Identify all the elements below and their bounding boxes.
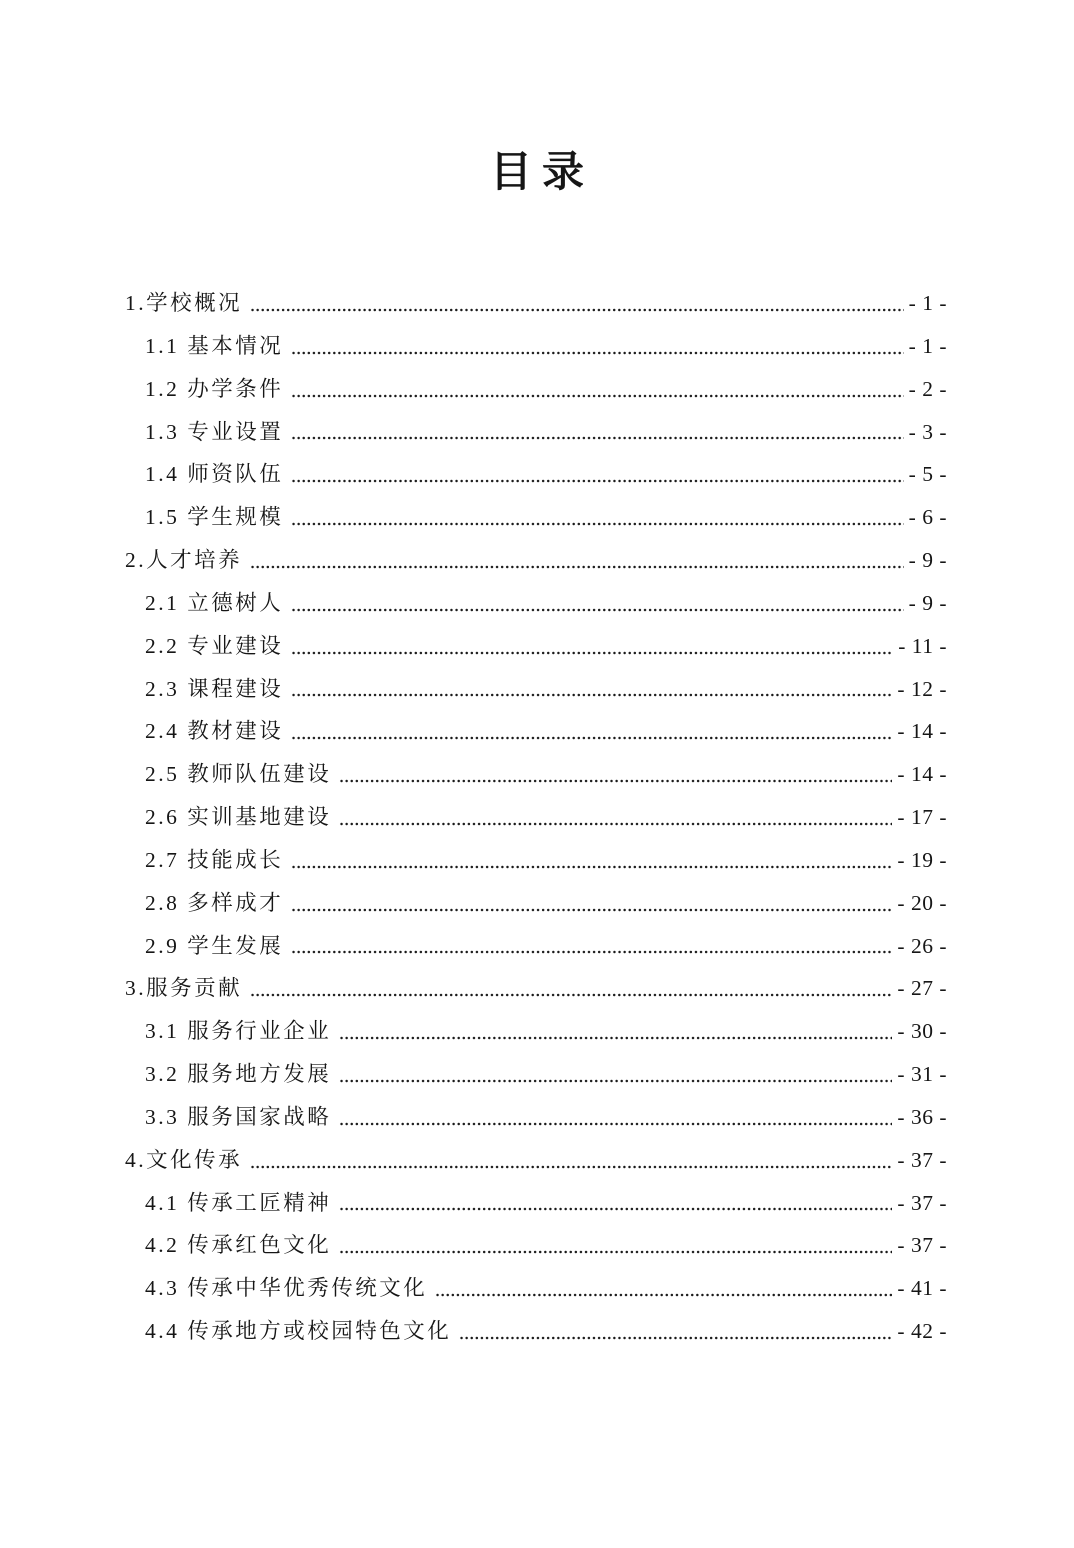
toc-entry-label: 1.2 办学条件 [145, 376, 284, 401]
dotted-leader [291, 394, 903, 398]
toc-entry-page-number: - 30 - [897, 1019, 947, 1044]
toc-entry[interactable] [125, 796, 947, 839]
dotted-leader [250, 1165, 892, 1169]
toc-entry-label: 1.学校概况 [125, 291, 243, 316]
toc-entry-page-number: - 3 - [908, 419, 947, 444]
toc-entry-page-number: - 41 - [897, 1276, 947, 1301]
toc-entry[interactable] [125, 753, 947, 796]
toc-entry-page-number: - 42 - [897, 1319, 947, 1343]
toc-entry[interactable] [125, 967, 947, 1010]
toc-entry-page-number: - 14 - [897, 719, 947, 744]
toc-entry-label: 2.3 课程建设 [145, 676, 284, 701]
dotted-leader [339, 1079, 892, 1083]
toc-entry-label: 2.1 立德树人 [145, 590, 284, 615]
toc-entry-page-number: - 37 - [897, 1147, 947, 1172]
toc-entry[interactable] [125, 1224, 947, 1267]
toc-entry-label: 1.4 师资队伍 [145, 462, 284, 487]
dotted-leader [339, 822, 892, 826]
toc-entry-page-number: - 1 - [908, 333, 947, 358]
dotted-leader [250, 993, 892, 997]
toc-entry-label: 3.1 服务行业企业 [145, 1019, 332, 1044]
dotted-leader [339, 1122, 892, 1126]
toc-entry-label: 2.7 技能成长 [145, 847, 284, 872]
dotted-leader [291, 479, 903, 483]
toc-entry-label: 1.1 基本情况 [145, 333, 284, 358]
dotted-leader [339, 1207, 892, 1211]
toc-entry-label: 4.文化传承 [125, 1147, 243, 1172]
toc-list [125, 282, 947, 1353]
toc-entry-label: 4.4 传承地方或校园特色文化 [145, 1319, 452, 1343]
toc-entry[interactable] [125, 1182, 947, 1225]
toc-entry-label: 2.人才培养 [125, 548, 243, 573]
document-page [0, 28, 1074, 1548]
dotted-leader [291, 693, 892, 697]
toc-entry-label: 2.5 教师队伍建设 [145, 762, 332, 787]
toc-entry[interactable] [125, 282, 947, 325]
toc-title: 目录 [489, 150, 594, 197]
toc-entry-label: 3.3 服务国家战略 [145, 1104, 332, 1129]
dotted-leader [459, 1336, 892, 1340]
dotted-leader [339, 1250, 892, 1254]
toc-entry-page-number: - 2 - [908, 376, 947, 401]
toc-entry-page-number: - 26 - [897, 933, 947, 958]
toc-entry-label: 2.8 多样成才 [145, 890, 284, 915]
dotted-leader [339, 779, 892, 783]
toc-entry-page-number: - 31 - [897, 1062, 947, 1087]
toc-entry-page-number: - 5 - [908, 462, 947, 487]
toc-entry[interactable] [125, 710, 947, 753]
toc-entry-page-number: - 9 - [908, 548, 947, 573]
toc-entry-page-number: - 1 - [908, 291, 947, 316]
toc-entry-page-number: - 36 - [897, 1104, 947, 1129]
toc-entry[interactable] [125, 453, 947, 496]
dotted-leader [291, 736, 892, 740]
toc-entry[interactable] [125, 411, 947, 454]
toc-entry[interactable] [125, 368, 947, 411]
dotted-leader [291, 865, 892, 869]
dotted-leader [291, 608, 903, 612]
toc-entry-page-number: - 20 - [897, 890, 947, 915]
toc-entry-label: 4.1 传承工匠精神 [145, 1190, 332, 1215]
toc-entry[interactable] [125, 882, 947, 925]
toc-entry[interactable] [125, 1010, 947, 1053]
toc-entry-page-number: - 37 - [897, 1190, 947, 1215]
toc-entry-label: 1.5 学生规模 [145, 505, 284, 530]
toc-entry[interactable] [125, 1310, 947, 1353]
toc-entry[interactable] [125, 839, 947, 882]
toc-entry-label: 3.2 服务地方发展 [145, 1062, 332, 1087]
toc-entry[interactable] [125, 1139, 947, 1182]
dotted-leader [291, 908, 892, 912]
toc-entry-label: 2.6 实训基地建设 [145, 805, 332, 830]
dotted-leader [291, 436, 903, 440]
toc-entry-label: 4.2 传承红色文化 [145, 1233, 332, 1258]
dotted-leader [339, 1036, 892, 1040]
toc-entry[interactable] [125, 1267, 947, 1310]
toc-entry-label: 2.2 专业建设 [145, 633, 284, 658]
toc-entry-page-number: - 17 - [897, 805, 947, 830]
dotted-leader [250, 308, 904, 312]
toc-entry-label: 2.4 教材建设 [145, 719, 284, 744]
dotted-leader [291, 950, 892, 954]
toc-entry-page-number: - 19 - [897, 847, 947, 872]
toc-entry-label: 2.9 学生发展 [145, 933, 284, 958]
toc-entry-page-number: - 12 - [897, 676, 947, 701]
toc-entry[interactable] [125, 625, 947, 668]
dotted-leader [291, 351, 903, 355]
dotted-leader [291, 651, 893, 655]
toc-entry[interactable] [125, 496, 947, 539]
toc-entry-label: 1.3 专业设置 [145, 419, 284, 444]
toc-entry-page-number: - 9 - [908, 590, 947, 615]
toc-entry-label: 4.3 传承中华优秀传统文化 [145, 1276, 428, 1301]
toc-entry[interactable] [125, 325, 947, 368]
toc-entry-page-number: - 37 - [897, 1233, 947, 1258]
toc-entry[interactable] [125, 1096, 947, 1139]
toc-entry-page-number: - 27 - [897, 976, 947, 1001]
toc-entry-page-number: - 6 - [908, 505, 947, 530]
toc-entry[interactable] [125, 539, 947, 582]
toc-entry-label: 3.服务贡献 [125, 976, 243, 1001]
toc-entry-page-number: - 11 - [898, 633, 947, 658]
toc-entry-page-number: - 14 - [897, 762, 947, 787]
dotted-leader [250, 565, 904, 569]
toc-entry[interactable] [125, 582, 947, 625]
dotted-leader [291, 522, 903, 526]
toc-entry[interactable] [125, 925, 947, 968]
dotted-leader [435, 1293, 892, 1297]
toc-entry[interactable] [125, 668, 947, 711]
toc-entry[interactable] [125, 1053, 947, 1096]
